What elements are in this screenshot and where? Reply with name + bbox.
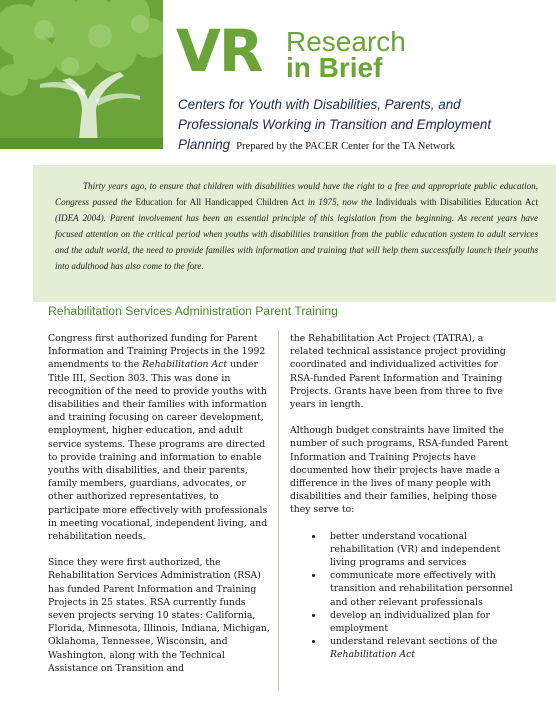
list-item: • better understand vocational rehabilitation (VR) and independent living programs and services [324,530,518,570]
left-column [48,332,270,688]
left-p1-text-c: under Title III, Section 303. This was done in recognition of the need to provide youths with disabilities and their families with information and training focusing on career development, employment, higher education, and adult service systems. These programs are directed to provide training and information to enable youths with disabilities, and their parents, family members, guardians, advocates, or other authorized representatives, to participate more effectively with professionals in meeting vocational, independent living, and rehabilitation needs. [48,359,268,543]
intro-text-3: in 1975, now the [307,197,373,208]
intro-text-5: (IDEA 2004). Parent involvement has been an essential principle of this legislation from the beginning. As recent years have focused attention on the critical period when youths with disabilities transition from the public education system to adult services and the adult world, the need to provide families with information and training that will help them successfully launch their youths into adulthood has also come to the fore. [55,213,538,272]
masthead-tree-graphic [0,0,163,149]
benefits-list [290,530,518,662]
column-divider [278,330,279,690]
masthead-in-brief-word: in Brief [286,52,383,83]
right-column [290,332,518,662]
right-paragraph-1: the Rehabilitation Act Project (TATRA), a related technical assistance project providing coordinated and individualized activities for RSA-funded Parent Information and Training Projects. Grants have been from three to five years in length. [290,333,506,411]
masthead-research-word: Research [286,26,406,57]
list-item: • develop an individualized plan for employment [324,609,518,635]
left-p1-text-a: Congress first authorized funding for Parent Information and Training Projects in the 1992 amendments to the [48,333,266,371]
masthead-vr-logo: VR [176,17,262,85]
intro-text-4: Individuals with Disabilities Education Act [375,197,538,208]
intro-text-2: Education for All Handicapped Children Act [135,197,305,208]
document-subtitle [178,95,538,157]
tree-icon [0,0,163,149]
left-p1-act-name: Rehabilitation Act [142,359,228,371]
list-item: • communicate more effectively with transition and rehabilitation personnel and other relevant professionals [324,569,518,609]
intro-text-1: Thirty years ago, to ensure that children with disabilities would have the right to a free and appropriate public education, Congress passed the [55,181,538,208]
list-item [324,635,518,661]
intro-paragraph [55,178,538,275]
section-heading: Rehabilitation Services Administration Parent Training [48,304,338,318]
subtitle-text: Centers for Youth with Disabilities, Parents, and Professionals Working in Transition and Employment Planning [178,97,492,152]
left-paragraph-2: Since they were first authorized, the Rehabilitation Services Administration (RSA) has funded Parent Information and Training Projects in 25 states. RSA currently funds seven projects serving 10 states: California, Florida, Minnesota, Illinois, Indiana, Michigan, Oklahoma, Tennessee, Wisconsin, and Washington, along with the Technical Assistance on Transition and [48,557,270,674]
intro-panel [33,165,556,302]
right-paragraph-2: Although budget constraints have limited the number of such programs, RSA-funded Parent Information and Training Projects have documented how their projects have made a difference in the lives of many people with disabilities and their families, helping those they serve to: [290,425,509,516]
list-item-text: understand relevant sections of the [330,636,498,648]
prepared-by-credit: Prepared by the PACER Center for the TA Network [236,141,455,152]
list-item-act-name: Rehabilitation Act [330,649,416,661]
left-paragraph-1 [48,332,270,543]
